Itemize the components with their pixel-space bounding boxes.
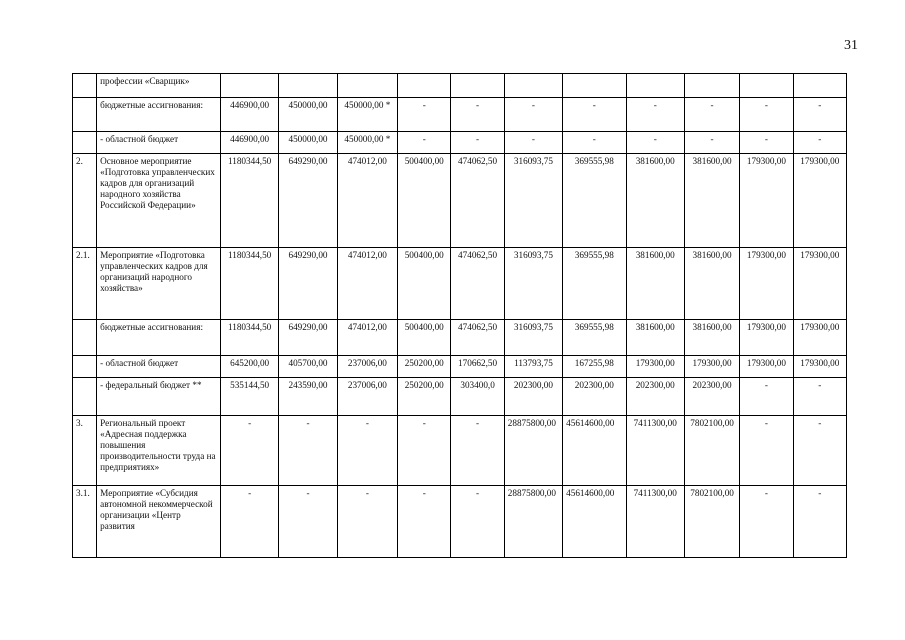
row-name: бюджетные ассигнования: bbox=[97, 320, 221, 356]
value-cell: 179300,00 bbox=[793, 248, 846, 320]
value-cell: 369555,98 bbox=[563, 154, 626, 248]
value-cell: 500400,00 bbox=[398, 320, 451, 356]
value-cell: - bbox=[626, 98, 684, 132]
value-cell: - bbox=[504, 98, 562, 132]
value-cell: 649290,00 bbox=[279, 320, 337, 356]
value-cell: 170662,50 bbox=[451, 356, 504, 378]
value-cell: 450000,00 * bbox=[337, 98, 397, 132]
value-cell: 179300,00 bbox=[740, 320, 793, 356]
value-cell bbox=[740, 74, 793, 98]
value-cell: - bbox=[279, 486, 337, 558]
value-cell: 316093,75 bbox=[504, 154, 562, 248]
value-cell: 500400,00 bbox=[398, 154, 451, 248]
row-name: - областной бюджет bbox=[97, 132, 221, 154]
value-cell: - bbox=[451, 486, 504, 558]
table-row bbox=[73, 248, 847, 320]
table-row bbox=[73, 356, 847, 378]
value-cell: 202300,00 bbox=[684, 378, 739, 416]
value-cell: - bbox=[220, 416, 278, 486]
value-cell: - bbox=[451, 132, 504, 154]
value-cell: 303400,0 bbox=[451, 378, 504, 416]
row-name: профессии «Сварщик» bbox=[97, 74, 221, 98]
value-cell bbox=[398, 74, 451, 98]
value-cell: 202300,00 bbox=[504, 378, 562, 416]
row-name: Основное мероприятие «Подготовка управленческих кадров для организаций народного хозяйства Российской Федерации» bbox=[97, 154, 221, 248]
value-cell: 381600,00 bbox=[684, 154, 739, 248]
value-cell: - bbox=[563, 132, 626, 154]
value-cell: 7411300,00 bbox=[626, 486, 684, 558]
value-cell: 450000,00 bbox=[279, 98, 337, 132]
value-cell: 45614600,00 bbox=[563, 486, 626, 558]
value-cell: 450000,00 bbox=[279, 132, 337, 154]
value-cell bbox=[451, 74, 504, 98]
table-row bbox=[73, 132, 847, 154]
value-cell: 316093,75 bbox=[504, 248, 562, 320]
value-cell: - bbox=[793, 486, 846, 558]
value-cell: 1180344,50 bbox=[220, 154, 278, 248]
value-cell: - bbox=[398, 416, 451, 486]
row-number: 2. bbox=[73, 154, 97, 248]
value-cell: 474012,00 bbox=[337, 248, 397, 320]
value-cell: - bbox=[793, 98, 846, 132]
value-cell: 474012,00 bbox=[337, 320, 397, 356]
value-cell: 202300,00 bbox=[563, 378, 626, 416]
value-cell: 649290,00 bbox=[279, 248, 337, 320]
value-cell: - bbox=[626, 132, 684, 154]
row-number bbox=[73, 320, 97, 356]
value-cell: 474062,50 bbox=[451, 320, 504, 356]
value-cell: 113793,75 bbox=[504, 356, 562, 378]
value-cell: 179300,00 bbox=[626, 356, 684, 378]
value-cell: 179300,00 bbox=[793, 356, 846, 378]
value-cell: 243590,00 bbox=[279, 378, 337, 416]
value-cell bbox=[793, 74, 846, 98]
value-cell bbox=[684, 74, 739, 98]
row-number bbox=[73, 356, 97, 378]
table-row bbox=[73, 378, 847, 416]
value-cell: 316093,75 bbox=[504, 320, 562, 356]
value-cell: 179300,00 bbox=[740, 356, 793, 378]
value-cell: 179300,00 bbox=[684, 356, 739, 378]
value-cell: - bbox=[684, 98, 739, 132]
page-number: 31 bbox=[844, 38, 858, 53]
value-cell: 369555,98 bbox=[563, 320, 626, 356]
value-cell: 237006,00 bbox=[337, 356, 397, 378]
value-cell: 202300,00 bbox=[626, 378, 684, 416]
value-cell: - bbox=[563, 98, 626, 132]
value-cell: - bbox=[398, 486, 451, 558]
value-cell: 649290,00 bbox=[279, 154, 337, 248]
value-cell: - bbox=[220, 486, 278, 558]
value-cell bbox=[337, 74, 397, 98]
row-number bbox=[73, 74, 97, 98]
row-number bbox=[73, 132, 97, 154]
value-cell: - bbox=[740, 416, 793, 486]
value-cell: 1180344,50 bbox=[220, 320, 278, 356]
value-cell bbox=[504, 74, 562, 98]
value-cell: 179300,00 bbox=[793, 320, 846, 356]
value-cell bbox=[563, 74, 626, 98]
value-cell: 1180344,50 bbox=[220, 248, 278, 320]
value-cell: 446900,00 bbox=[220, 132, 278, 154]
value-cell: 7802100,00 bbox=[684, 486, 739, 558]
row-number bbox=[73, 98, 97, 132]
value-cell: 7802100,00 bbox=[684, 416, 739, 486]
value-cell: 381600,00 bbox=[626, 320, 684, 356]
value-cell: - bbox=[793, 378, 846, 416]
value-cell: - bbox=[279, 416, 337, 486]
value-cell: 28875800,00 bbox=[504, 416, 562, 486]
value-cell: 369555,98 bbox=[563, 248, 626, 320]
value-cell: - bbox=[740, 98, 793, 132]
value-cell: 167255,98 bbox=[563, 356, 626, 378]
value-cell: 179300,00 bbox=[793, 154, 846, 248]
value-cell: 500400,00 bbox=[398, 248, 451, 320]
table-row bbox=[73, 416, 847, 486]
value-cell: 645200,00 bbox=[220, 356, 278, 378]
value-cell: 179300,00 bbox=[740, 248, 793, 320]
value-cell: 446900,00 bbox=[220, 98, 278, 132]
value-cell: 179300,00 bbox=[740, 154, 793, 248]
value-cell: 7411300,00 bbox=[626, 416, 684, 486]
value-cell bbox=[220, 74, 278, 98]
row-name: - областной бюджет bbox=[97, 356, 221, 378]
row-number: 3. bbox=[73, 416, 97, 486]
value-cell: 381600,00 bbox=[626, 154, 684, 248]
value-cell bbox=[279, 74, 337, 98]
value-cell: - bbox=[740, 378, 793, 416]
value-cell: - bbox=[451, 98, 504, 132]
value-cell: 28875800,00 bbox=[504, 486, 562, 558]
budget-table bbox=[72, 73, 847, 558]
value-cell: - bbox=[398, 132, 451, 154]
value-cell: - bbox=[740, 132, 793, 154]
value-cell: 474062,50 bbox=[451, 248, 504, 320]
value-cell: 474012,00 bbox=[337, 154, 397, 248]
value-cell: - bbox=[504, 132, 562, 154]
value-cell: 250200,00 bbox=[398, 378, 451, 416]
table-row bbox=[73, 74, 847, 98]
value-cell: 535144,50 bbox=[220, 378, 278, 416]
table-row bbox=[73, 486, 847, 558]
value-cell: - bbox=[793, 132, 846, 154]
row-number bbox=[73, 378, 97, 416]
value-cell: 381600,00 bbox=[684, 320, 739, 356]
value-cell: 381600,00 bbox=[684, 248, 739, 320]
value-cell: - bbox=[451, 416, 504, 486]
row-number: 3.1. bbox=[73, 486, 97, 558]
value-cell: 474062,50 bbox=[451, 154, 504, 248]
value-cell: 250200,00 bbox=[398, 356, 451, 378]
row-name: Региональный проект «Адресная поддержка повышения производительности труда на предприятиях» bbox=[97, 416, 221, 486]
value-cell: 405700,00 bbox=[279, 356, 337, 378]
value-cell: - bbox=[793, 416, 846, 486]
value-cell: 45614600,00 bbox=[563, 416, 626, 486]
value-cell: 381600,00 bbox=[626, 248, 684, 320]
table-row bbox=[73, 98, 847, 132]
value-cell: 237006,00 bbox=[337, 378, 397, 416]
table-row bbox=[73, 154, 847, 248]
value-cell bbox=[626, 74, 684, 98]
table-row bbox=[73, 320, 847, 356]
value-cell: - bbox=[684, 132, 739, 154]
row-name: - федеральный бюджет ** bbox=[97, 378, 221, 416]
value-cell: - bbox=[740, 486, 793, 558]
row-name: Мероприятие «Подготовка управленческих кадров для организаций народного хозяйства» bbox=[97, 248, 221, 320]
value-cell: - bbox=[398, 98, 451, 132]
row-name: бюджетные ассигнования: bbox=[97, 98, 221, 132]
row-number: 2.1. bbox=[73, 248, 97, 320]
value-cell: - bbox=[337, 486, 397, 558]
row-name: Мероприятие «Субсидия автономной некоммерческой организации «Центр развития bbox=[97, 486, 221, 558]
value-cell: - bbox=[337, 416, 397, 486]
value-cell: 450000,00 * bbox=[337, 132, 397, 154]
